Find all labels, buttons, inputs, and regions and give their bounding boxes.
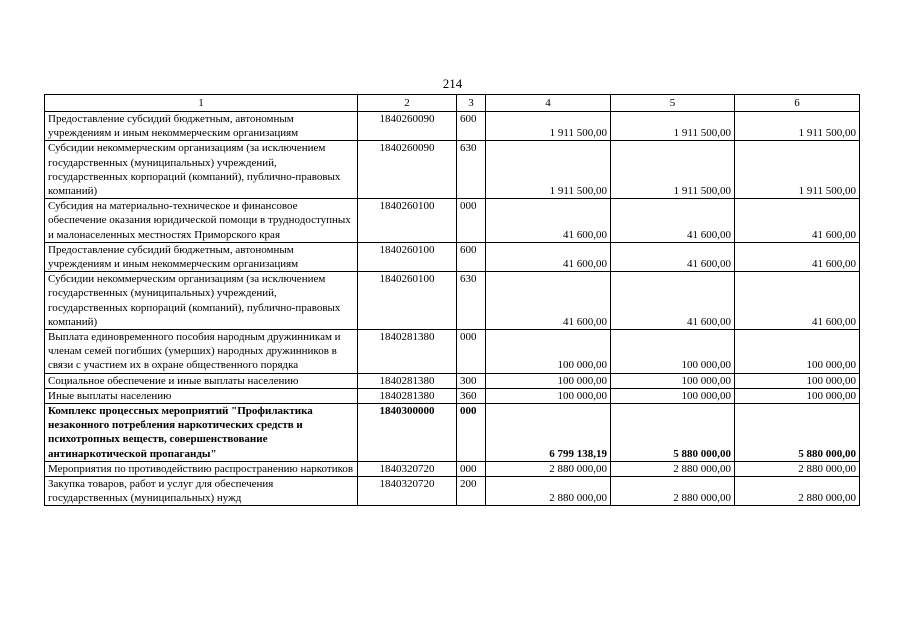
row-amount-col6: 100 000,00 — [735, 330, 860, 374]
row-expense-type: 000 — [457, 404, 486, 462]
table-row — [45, 404, 860, 462]
row-name: Субсидии некоммерческим организациям (за исключением государственных (муниципальных) учреждений, государственных корпораций (компаний), публично-правовых компаний) — [45, 272, 358, 330]
row-code: 1840320720 — [358, 461, 457, 476]
row-amount-col5: 41 600,00 — [611, 272, 735, 330]
row-amount-col5: 1 911 500,00 — [611, 141, 735, 199]
column-header: 6 — [735, 95, 860, 112]
row-amount-col4: 1 911 500,00 — [486, 112, 611, 141]
row-code: 1840260100 — [358, 199, 457, 243]
row-amount-col5: 5 880 000,00 — [611, 404, 735, 462]
table-row — [45, 272, 860, 330]
row-expense-type: 000 — [457, 330, 486, 374]
row-amount-col5: 100 000,00 — [611, 373, 735, 388]
row-amount-col4: 41 600,00 — [486, 242, 611, 271]
row-expense-type: 000 — [457, 199, 486, 243]
row-name: Выплата единовременного пособия народным дружинникам и членам семей погибших (умерших) народных дружинников в связи с участием их в охране общественного порядка — [45, 330, 358, 374]
row-amount-col5: 1 911 500,00 — [611, 112, 735, 141]
column-header: 3 — [457, 95, 486, 112]
column-header-row — [45, 95, 860, 112]
table-row — [45, 388, 860, 403]
row-code: 1840300000 — [358, 404, 457, 462]
row-code: 1840281380 — [358, 388, 457, 403]
row-amount-col6: 100 000,00 — [735, 373, 860, 388]
row-amount-col6: 2 880 000,00 — [735, 461, 860, 476]
row-code: 1840260100 — [358, 272, 457, 330]
row-amount-col4: 6 799 138,19 — [486, 404, 611, 462]
table-row — [45, 199, 860, 243]
row-amount-col6: 41 600,00 — [735, 199, 860, 243]
row-amount-col6: 41 600,00 — [735, 272, 860, 330]
row-amount-col5: 100 000,00 — [611, 330, 735, 374]
row-amount-col4: 41 600,00 — [486, 272, 611, 330]
row-amount-col5: 41 600,00 — [611, 199, 735, 243]
row-amount-col4: 100 000,00 — [486, 373, 611, 388]
table-row — [45, 477, 860, 506]
row-name: Мероприятия по противодействию распространению наркотиков — [45, 461, 358, 476]
table-row — [45, 330, 860, 374]
column-header: 4 — [486, 95, 611, 112]
row-amount-col4: 100 000,00 — [486, 330, 611, 374]
row-code: 1840320720 — [358, 477, 457, 506]
row-name: Социальное обеспечение и иные выплаты населению — [45, 373, 358, 388]
row-name: Закупка товаров, работ и услуг для обеспечения государственных (муниципальных) нужд — [45, 477, 358, 506]
row-code: 1840260090 — [358, 141, 457, 199]
row-expense-type: 200 — [457, 477, 486, 506]
row-amount-col4: 100 000,00 — [486, 388, 611, 403]
row-code: 1840281380 — [358, 330, 457, 374]
row-code: 1840281380 — [358, 373, 457, 388]
row-code: 1840260100 — [358, 242, 457, 271]
table-row — [45, 141, 860, 199]
row-name: Предоставление субсидий бюджетным, автономным учреждениям и иным некоммерческим организациям — [45, 242, 358, 271]
row-amount-col4: 2 880 000,00 — [486, 461, 611, 476]
row-name: Комплекс процессных мероприятий "Профилактика незаконного потребления наркотических средств и психотропных веществ, совершенствование антинаркотической пропаганды" — [45, 404, 358, 462]
row-expense-type: 000 — [457, 461, 486, 476]
row-amount-col6: 2 880 000,00 — [735, 477, 860, 506]
row-expense-type: 630 — [457, 272, 486, 330]
row-amount-col5: 2 880 000,00 — [611, 477, 735, 506]
row-amount-col4: 2 880 000,00 — [486, 477, 611, 506]
column-header: 5 — [611, 95, 735, 112]
column-header: 1 — [45, 95, 358, 112]
row-name: Иные выплаты населению — [45, 388, 358, 403]
row-amount-col5: 100 000,00 — [611, 388, 735, 403]
row-name: Предоставление субсидий бюджетным, автономным учреждениям и иным некоммерческим организациям — [45, 112, 358, 141]
row-amount-col5: 41 600,00 — [611, 242, 735, 271]
page-number: 214 — [442, 76, 463, 91]
row-amount-col6: 41 600,00 — [735, 242, 860, 271]
table-row — [45, 373, 860, 388]
row-name: Субсидии некоммерческим организациям (за исключением государственных (муниципальных) учреждений, государственных корпораций (компаний), публично-правовых компаний) — [45, 141, 358, 199]
table-row — [45, 242, 860, 271]
row-amount-col5: 2 880 000,00 — [611, 461, 735, 476]
row-amount-col6: 1 911 500,00 — [735, 141, 860, 199]
row-amount-col6: 1 911 500,00 — [735, 112, 860, 141]
row-name: Субсидия на материально-техническое и финансовое обеспечение оказания юридической помощи в труднодоступных и малонаселенных местностях Приморского края — [45, 199, 358, 243]
row-code: 1840260090 — [358, 112, 457, 141]
column-header: 2 — [358, 95, 457, 112]
row-expense-type: 600 — [457, 242, 486, 271]
row-expense-type: 360 — [457, 388, 486, 403]
row-amount-col6: 100 000,00 — [735, 388, 860, 403]
budget-table — [44, 94, 860, 506]
row-amount-col4: 1 911 500,00 — [486, 141, 611, 199]
row-amount-col6: 5 880 000,00 — [735, 404, 860, 462]
row-expense-type: 600 — [457, 112, 486, 141]
table-row — [45, 112, 860, 141]
table-row — [45, 461, 860, 476]
row-expense-type: 300 — [457, 373, 486, 388]
row-expense-type: 630 — [457, 141, 486, 199]
row-amount-col4: 41 600,00 — [486, 199, 611, 243]
